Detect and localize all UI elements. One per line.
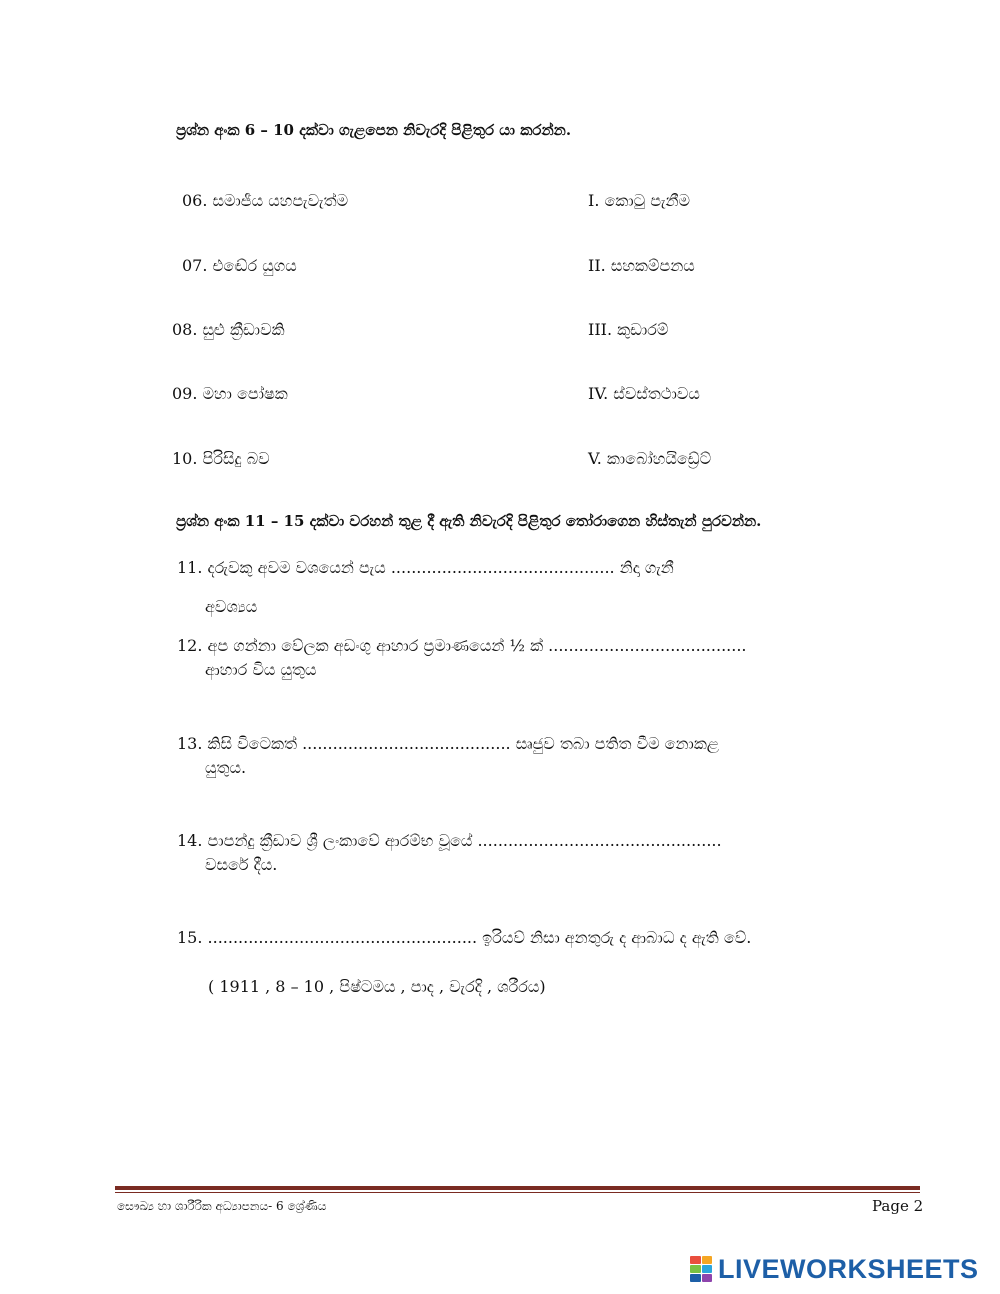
section2-heading: ප්‍රශ්න අංක 11 – 15 දක්වා වරහන් තුළ දී ඇති නිවැරදි පිළිතුර තෝරාගෙන හිස්තැන් පුරවන්න. xyxy=(176,512,762,530)
question-14-line2: වසරේ දීය. xyxy=(205,855,278,874)
answer-options: ( 1911 , 8 – 10 , පිෂ්ටමය , පාද , වැරදි , ශරීරය) xyxy=(208,977,546,996)
footer-rule-thin xyxy=(115,1192,920,1193)
liveworksheets-grid-icon xyxy=(690,1256,712,1282)
logo-text: LIVEWORKSHEETS xyxy=(718,1253,979,1284)
question-13-line2: යුතුය. xyxy=(205,758,247,777)
match-right-I: I. කොටු පැනීම xyxy=(588,191,691,210)
question-13-line1: 13. කිසි විටෙකත් ......................................... සෘජුව තබා පතිත වීම නොකළ xyxy=(177,734,720,753)
question-14-line1: 14. පාපන්දු ක්‍රීඩාව ශ්‍රී ලංකාවේ ආරම්භ වූයේ ................................................ xyxy=(177,831,722,850)
section1-heading: ප්‍රශ්න අංක 6 – 10 දක්වා ගැළපෙන නිවැරදි පිළිතුර යා කරන්න. xyxy=(176,121,572,139)
match-left-08: 08. සුළු ක්‍රීඩාවකි xyxy=(172,320,285,339)
footer-subject: සෞඛ්‍ය හා ශාරීරික අධ්‍යාපනය- 6 ශ්‍රේණිය xyxy=(117,1199,327,1213)
question-15-line1: 15. ..................................................... ඉරියව් නිසා අනතුරු ද ආබාධ ද ඇති වේ. xyxy=(177,928,752,947)
match-right-IV: IV. ස්වස්තථාවය xyxy=(588,384,700,403)
liveworksheets-logo[interactable] xyxy=(690,1254,979,1284)
match-right-V: V. කාබෝහයිඩ්‍රේට් xyxy=(588,449,712,468)
question-12-line2: ආහාර විය යුතුය xyxy=(205,660,317,679)
match-left-09: 09. මහා පෝෂක xyxy=(172,384,288,403)
question-11-line2: අවශ්‍යය xyxy=(205,597,258,616)
question-12-line1: 12. අප ගන්නා වේලක අඩංගු ආහාර ප්‍රමාණයෙන් ½ ක් ....................................... xyxy=(177,636,747,655)
match-left-07: 07. එඬේර යුගය xyxy=(182,256,297,275)
footer-rule xyxy=(115,1186,920,1190)
match-right-II: II. සහකම්පනය xyxy=(588,256,695,275)
question-11-line1: 11. දරුවකු අවම වශයෙන් පැය ............................................ නිදා ගැනී xyxy=(177,558,674,577)
match-left-10: 10. පිරිසිදු බව xyxy=(172,449,270,468)
match-right-III: III. කුඩාරම් xyxy=(588,320,669,339)
page-number: Page 2 xyxy=(872,1197,924,1215)
match-left-06: 06. සමාජීය යහපැවැත්ම xyxy=(182,191,349,210)
